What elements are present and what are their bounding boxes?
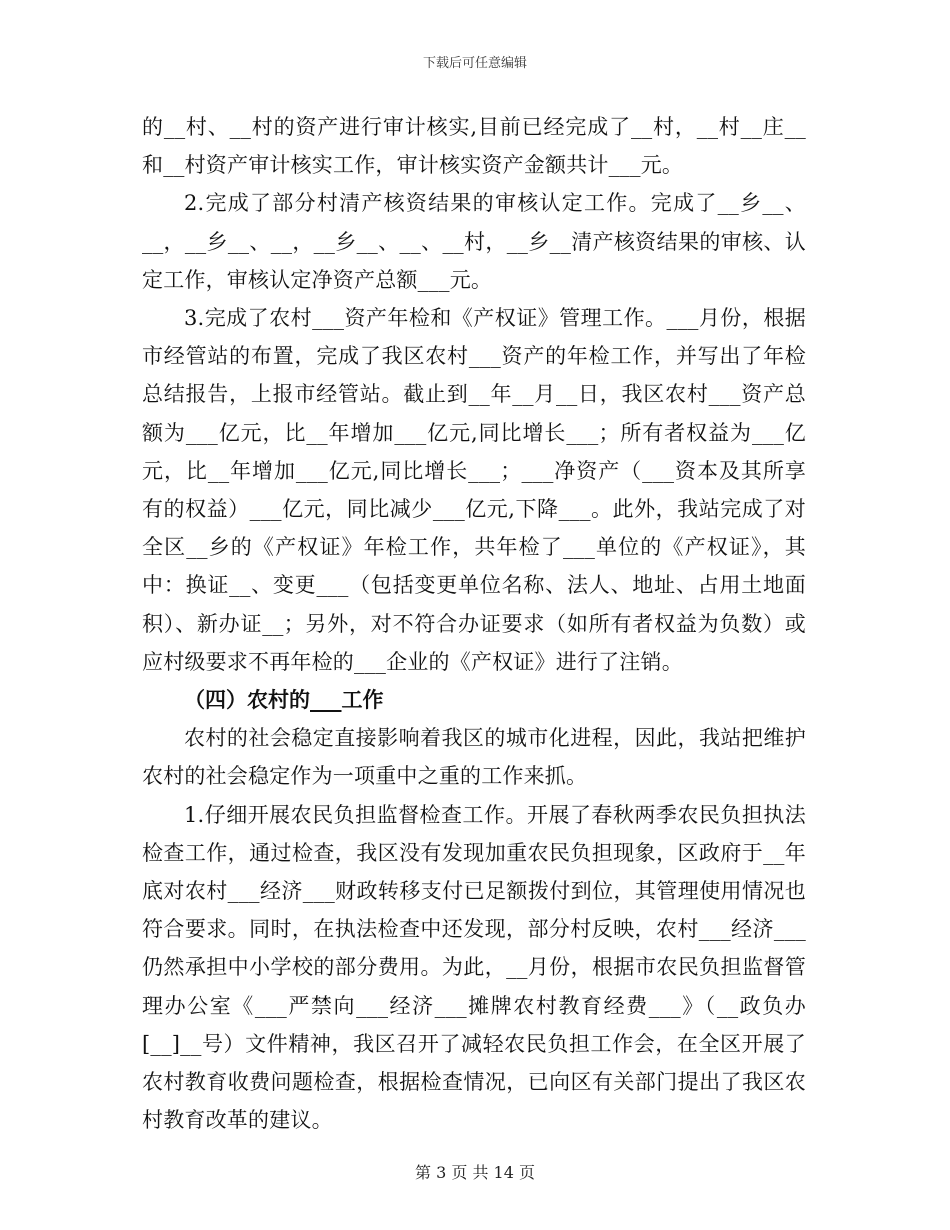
page-footer: 第 3 页 共 14 页 xyxy=(415,1163,535,1182)
section-heading: （四）农村的___工作 xyxy=(184,687,384,713)
paragraph-continued: 的__村、__村的资产进行审计核实,目前已经完成了__村，__村__庄__和__村资产审计核实工作，审计核实资产金额共计___元。 xyxy=(142,115,806,178)
document-body xyxy=(142,108,806,1139)
paragraph-item-2: 2.完成了部分村清产核资结果的审核认定工作。完成了__乡__、__，__乡__、__，__乡__、__、__村，__乡__清产核资结果的审核、认定工作，审核认定净资产总额___元。 xyxy=(142,191,806,292)
paragraph-item-1: 1.仔细开展农民负担监督检查工作。开展了春秋两季农民负担执法检查工作，通过检查，我区没有发现加重农民负担现象，区政府于__年底对农村___经济___财政转移支付已足额拨付到位，其管理使用情况也符合要求。同时，在执法检查中还发现，部分村反映，农村___经济___仍然承担中小学校的部分费用。为此，__月份，根据市农民负担监督管理办公室《___严禁向___经济___摊牌农村教育经费___》（__政负办[__]__号）文件精神，我区召开了减轻农民负担工作会，在全区开展了农村教育收费问题检查，根据检查情况，已向区有关部门提出了我区农村教育改革的建议。 xyxy=(142,802,806,1133)
header-note: 下载后可任意编辑 xyxy=(422,56,527,71)
paragraph-intro: 农村的社会稳定直接影响着我区的城市化进程，因此，我站把维护农村的社会稳定作为一项重中之重的工作来抓。 xyxy=(142,726,806,789)
paragraph-item-3: 3.完成了农村___资产年检和《产权证》管理工作。___月份，根据市经管站的布置，完成了我区农村___资产的年检工作，并写出了年检总结报告，上报市经管站。截止到__年__月__日，我区农村___资产总额为___亿元，比__年增加___亿元,同比增长___；所有者权益为___亿元，比__年增加___亿元,同比增长___；___净资产（___资本及其所享有的权益）___亿元，同比减少___亿元,下降___。此外，我站完成了对全区__乡的《产权证》年检工作，共年检了___单位的《产权证》，其中：换证__、变更___（包括变更单位名称、法人、地址、占用土地面积）、新办证__；另外，对不符合办证要求（如所有者权益为负数）或应村级要求不再年检的___企业的《产权证》进行了注销。 xyxy=(142,306,806,674)
